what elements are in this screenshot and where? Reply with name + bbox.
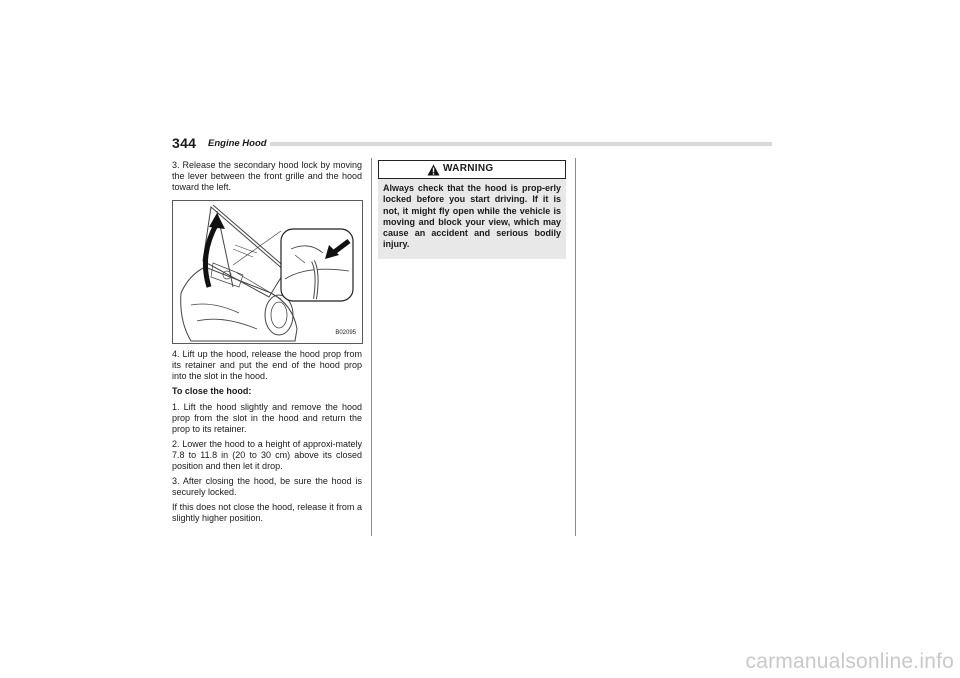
warning-title: WARNING: [443, 163, 494, 174]
close-step-1: 1. Lift the hood slightly and remove the hood prop from the slot in the hood and return the prop to its retainer.: [172, 402, 362, 434]
close-step-2: 2. Lower the hood to a height of approxi-mately 7.8 to 11.8 in (20 to 30 cm) above its closed position and then let it drop.: [172, 439, 362, 471]
warning-header: [378, 160, 566, 179]
close-note: If this does not close the hood, release it from a slightly higher position.: [172, 502, 362, 523]
close-hood-heading: To close the hood:: [172, 386, 252, 396]
warning-triangle-icon: [427, 163, 440, 181]
column-divider-left: [371, 158, 372, 536]
hood-illustration: [172, 200, 363, 344]
step-4-hood-prop: 4. Lift up the hood, release the hood prop from its retainer and put the end of the hood prop into the slot in the hood.: [172, 349, 362, 381]
column-divider-right: [575, 158, 576, 536]
header-rule: [270, 142, 772, 146]
page-header: [172, 135, 772, 151]
close-step-3: 3. After closing the hood, be sure the hood is securely locked.: [172, 476, 362, 497]
left-column: [172, 160, 362, 528]
page-number: 344: [172, 135, 197, 151]
hood-drawing: [173, 201, 362, 343]
warning-box: [378, 160, 566, 259]
watermark: carmanualsonline.info: [745, 650, 954, 673]
figure-code: B02095: [335, 330, 356, 336]
warning-text: Always check that the hood is prop-erly locked before you start driving. If it is not, it might fly open while the vehicle is moving and block your view, which may cause an accident and serious bodily injury.: [383, 183, 561, 250]
step-3-release-lock: 3. Release the secondary hood lock by moving the lever between the front grille and the hood toward the left.: [172, 160, 362, 192]
section-title: Engine Hood: [208, 138, 267, 149]
